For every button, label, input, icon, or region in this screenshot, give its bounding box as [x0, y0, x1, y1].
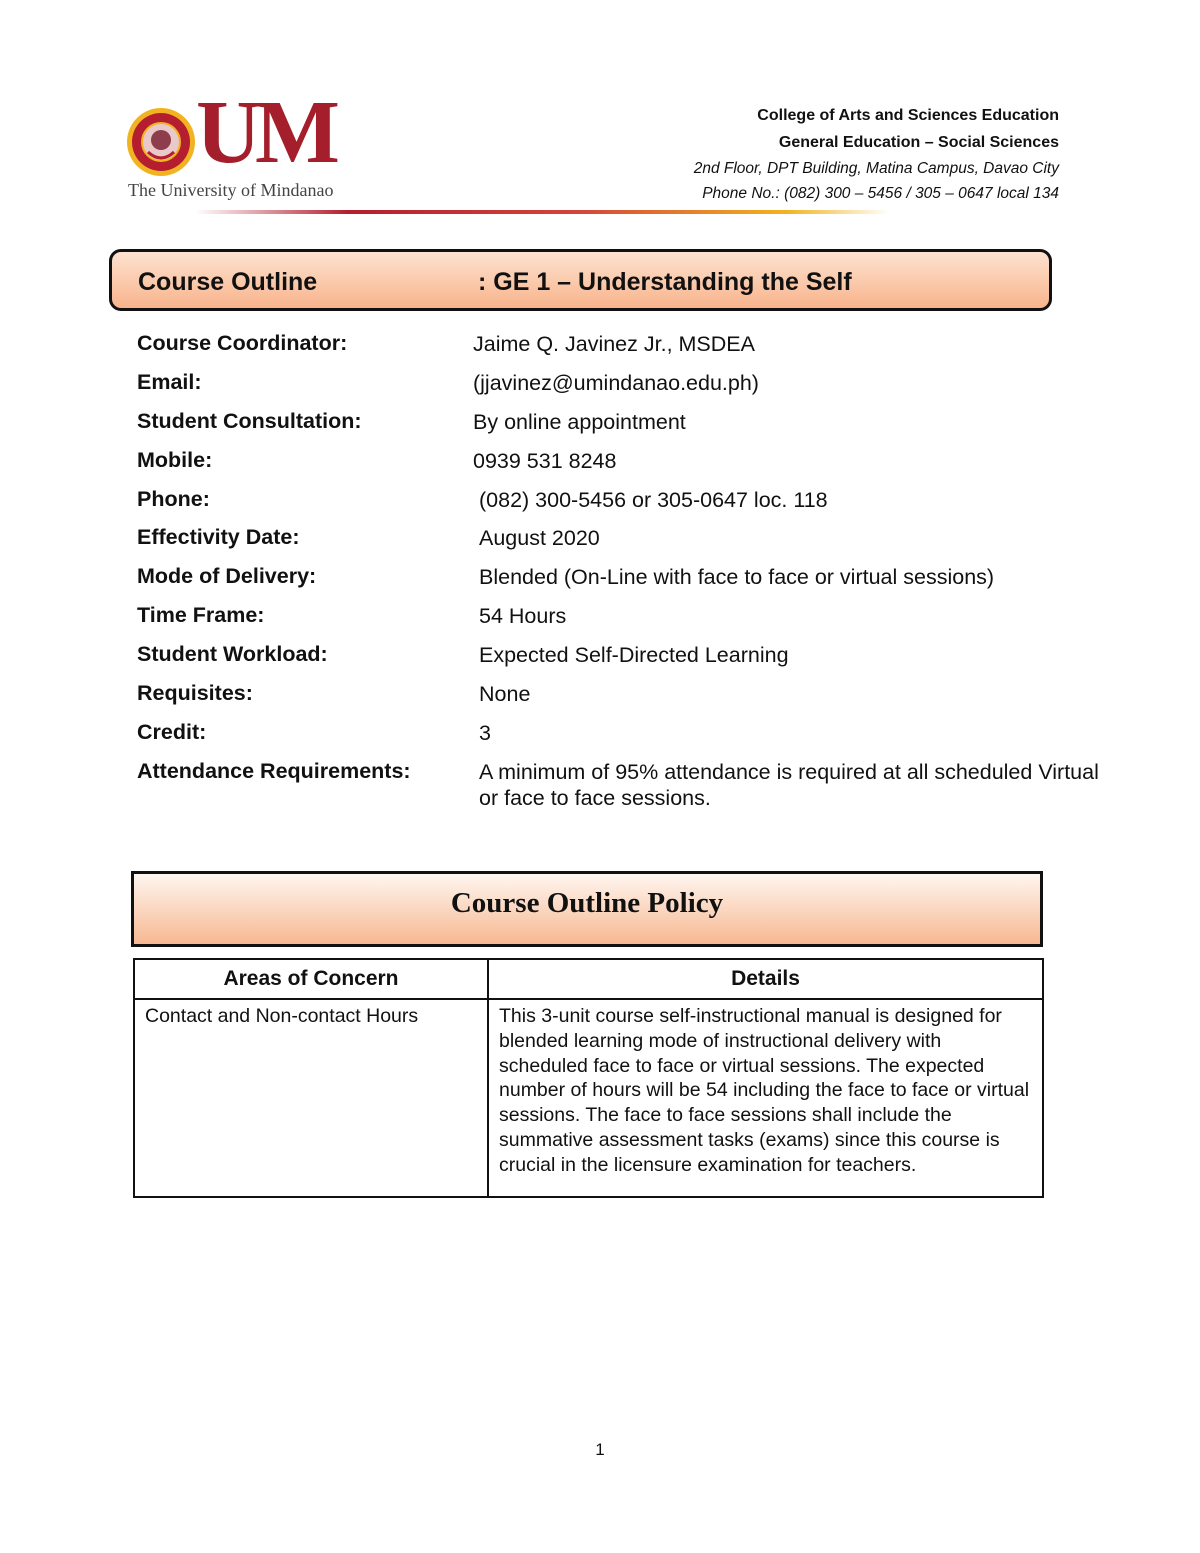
column-header-details: Details	[488, 959, 1043, 999]
header-phone: Phone No.: (082) 300 – 5456 / 305 – 0647 local 134	[702, 185, 1059, 202]
info-value: (082) 300-5456 or 305-0647 loc. 118	[479, 487, 828, 512]
info-value: None	[479, 682, 531, 707]
info-row-requisites	[137, 681, 1097, 720]
info-row-attendance	[137, 758, 1099, 810]
course-title: : GE 1 – Understanding the Self	[478, 268, 852, 296]
address: 2nd Floor, DPT Building, Matina Campus, Davao City	[693, 160, 1059, 177]
info-key: Email:	[137, 369, 202, 394]
university-logo	[126, 83, 366, 204]
info-value: Expected Self-Directed Learning	[479, 643, 789, 668]
university-name: The University of Mindanao	[128, 180, 334, 200]
info-value: Jaime Q. Javinez Jr., MSDEA	[473, 332, 755, 356]
area-cell: Contact and Non-contact Hours	[134, 999, 488, 1197]
university-seal-icon	[126, 100, 196, 186]
info-value: Blended (On-Line with face to face or virtual sessions)	[479, 565, 995, 590]
table-header-row	[134, 959, 1043, 999]
info-key: Effectivity Date:	[137, 525, 300, 550]
info-row-coordinator	[137, 331, 1097, 370]
info-value: A minimum of 95% attendance is required at all scheduled Virtual or face to face sessions.	[479, 759, 1099, 810]
header-divider	[195, 210, 890, 214]
info-row-effectivity	[137, 525, 1097, 564]
info-value: August 2020	[479, 526, 600, 551]
info-row-workload	[137, 642, 1097, 681]
info-value: By online appointment	[473, 409, 686, 434]
info-row-phone	[137, 487, 1097, 526]
header-info	[694, 102, 1059, 206]
info-key: Credit:	[137, 719, 207, 744]
table-row	[134, 999, 1043, 1197]
info-key: Attendance Requirements:	[137, 758, 411, 783]
column-header-areas: Areas of Concern	[134, 959, 488, 999]
info-key: Student Consultation:	[137, 408, 362, 433]
page-number: 1	[595, 1440, 605, 1459]
info-value: 3	[479, 720, 491, 745]
info-key: Requisites:	[137, 681, 253, 706]
course-outline-label: Course Outline	[138, 268, 318, 296]
policy-title-banner: Course Outline Policy	[131, 871, 1043, 947]
policy-table	[133, 958, 1044, 1198]
info-row-credit	[137, 720, 1097, 759]
course-info-list	[137, 331, 1099, 810]
info-key: Mobile:	[137, 447, 213, 472]
info-key: Phone:	[137, 486, 210, 511]
info-key: Time Frame:	[137, 603, 265, 628]
info-row-email	[137, 370, 1097, 409]
course-title-banner	[109, 249, 1052, 311]
info-value: 54 Hours	[479, 604, 567, 629]
email-link[interactable]: (jjavinez@umindanao.edu.ph)	[473, 370, 759, 395]
info-key: Course Coordinator:	[137, 331, 348, 355]
info-key: Mode of Delivery:	[137, 564, 317, 589]
info-key: Student Workload:	[137, 642, 328, 667]
info-value: 0939 531 8248	[473, 448, 617, 473]
logo-wordmark: UM	[196, 83, 334, 182]
info-row-time-frame	[137, 603, 1097, 642]
details-cell: This 3-unit course self-instructional manual is designed for blended learning mode of instructional delivery with scheduled face to face or virtual sessions. The expected number of hours will be 54 including the face to face or virtual sessions. The face to face sessions shall include the summative assessment tasks (exams) since this course is crucial in the licensure examination for teachers.	[488, 999, 1043, 1197]
info-row-consultation	[137, 409, 1097, 448]
college-name: College of Arts and Sciences Education	[757, 107, 1059, 124]
info-row-delivery	[137, 564, 1097, 603]
info-row-mobile	[137, 448, 1097, 487]
department-name: General Education – Social Sciences	[778, 134, 1059, 151]
